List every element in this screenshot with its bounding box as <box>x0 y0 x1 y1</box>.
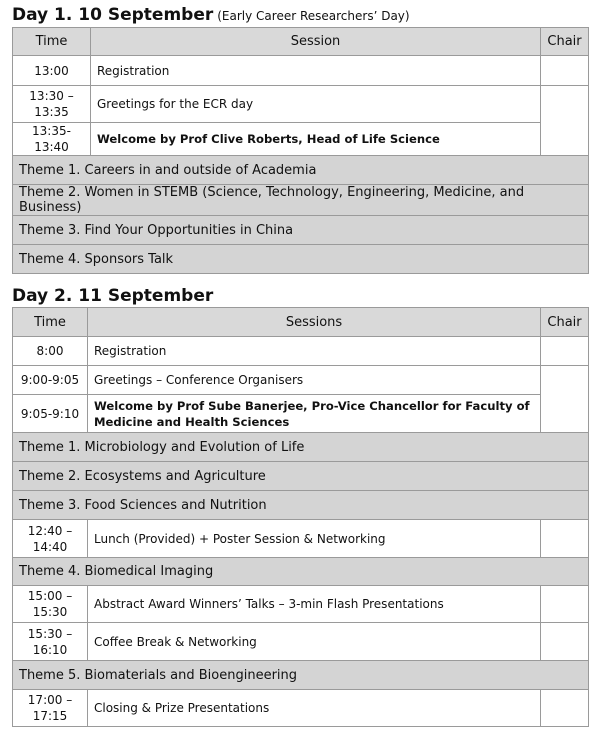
theme-row <box>13 185 589 216</box>
theme-label: Theme 5. Biomaterials and Bioengineering <box>13 661 589 690</box>
row-time: 13:30 – 13:35 <box>13 86 91 123</box>
theme-row <box>13 661 589 690</box>
theme-title: Theme 3. Find Your Opportunities in China <box>19 222 294 238</box>
table-header-row <box>13 308 589 337</box>
day1-title <box>12 5 410 26</box>
header-chair: Chair <box>541 308 589 337</box>
header-chair: Chair <box>541 28 589 56</box>
row-time: 12:40 – 14:40 <box>13 520 88 558</box>
row-session: Welcome by Prof Clive Roberts, Head of Life Science <box>91 123 541 156</box>
table-row <box>13 690 589 727</box>
theme-title: Theme 2. Women in STEMB <box>19 185 199 200</box>
row-chair <box>541 586 589 623</box>
theme-row <box>13 491 589 520</box>
row-time: 15:00 – 15:30 <box>13 586 88 623</box>
row-chair <box>541 366 589 433</box>
table-row <box>13 56 589 86</box>
row-session: Coffee Break & Networking <box>88 623 541 661</box>
theme-label: Theme 1. Microbiology and Evolution of Life <box>13 433 589 462</box>
theme-label: Theme 2. Ecosystems and Agriculture <box>13 462 589 491</box>
row-session: Greetings for the ECR day <box>91 86 541 123</box>
day2-schedule-table <box>12 307 589 727</box>
header-session: Session <box>91 28 541 56</box>
table-row <box>13 623 589 661</box>
row-time: 13:00 <box>13 56 91 86</box>
table-row <box>13 520 589 558</box>
theme-row <box>13 245 589 274</box>
row-session: Abstract Award Winners’ Talks – 3-min Flash Presentations <box>88 586 541 623</box>
table-row <box>13 395 589 433</box>
header-time: Time <box>13 28 91 56</box>
day2-title-text: Day 2. 11 September <box>12 286 214 306</box>
row-chair <box>541 690 589 727</box>
theme-row <box>13 558 589 586</box>
theme-detail: (Science, Technology, Engineering, Medicine, and Business) <box>19 185 525 215</box>
header-time: Time <box>13 308 88 337</box>
theme-title: Theme 1. Careers in and outside of Academia <box>19 162 317 178</box>
row-chair <box>541 86 589 156</box>
row-time: 9:05-9:10 <box>13 395 88 433</box>
theme-label <box>13 216 589 245</box>
row-session: Welcome by Prof Sube Banerjee, Pro-Vice Chancellor for Faculty of Medicine and Health Sciences <box>88 395 541 433</box>
theme-label <box>13 245 589 274</box>
day1-schedule-table <box>12 27 589 274</box>
table-row <box>13 123 589 156</box>
table-row <box>13 337 589 366</box>
table-header-row <box>13 28 589 56</box>
day1-title-text: Day 1. 10 September <box>12 5 214 25</box>
row-time: 17:00 – 17:15 <box>13 690 88 727</box>
theme-title: Theme 4. Sponsors Talk <box>19 251 174 267</box>
day2-title <box>12 286 213 306</box>
row-time: 15:30 – 16:10 <box>13 623 88 661</box>
day1-subtitle: (Early Career Researchers’ Day) <box>217 9 410 23</box>
row-chair <box>541 56 589 86</box>
row-session: Lunch (Provided) + Poster Session & Networking <box>88 520 541 558</box>
theme-row <box>13 216 589 245</box>
theme-label: Theme 4. Biomedical Imaging <box>13 558 589 586</box>
row-chair <box>541 520 589 558</box>
row-session: Greetings – Conference Organisers <box>88 366 541 395</box>
row-session: Registration <box>88 337 541 366</box>
table-row <box>13 366 589 395</box>
row-chair <box>541 623 589 661</box>
row-time: 8:00 <box>13 337 88 366</box>
header-session: Sessions <box>88 308 541 337</box>
row-time: 13:35-13:40 <box>13 123 91 156</box>
theme-row <box>13 462 589 491</box>
row-time: 9:00-9:05 <box>13 366 88 395</box>
theme-label <box>13 156 589 185</box>
theme-row <box>13 433 589 462</box>
theme-label: Theme 3. Food Sciences and Nutrition <box>13 491 589 520</box>
theme-label <box>13 185 589 216</box>
row-session: Closing & Prize Presentations <box>88 690 541 727</box>
theme-row <box>13 156 589 185</box>
table-row <box>13 86 589 123</box>
row-session: Registration <box>91 56 541 86</box>
row-chair <box>541 337 589 366</box>
table-row <box>13 586 589 623</box>
